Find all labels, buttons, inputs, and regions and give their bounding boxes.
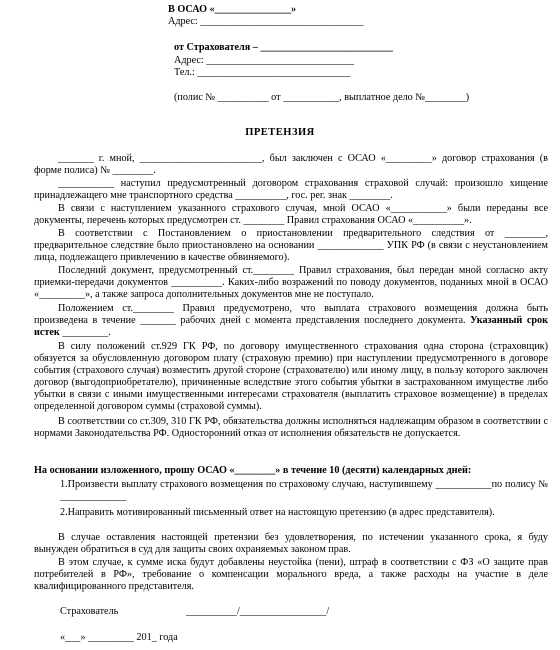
paragraph-court-warning: В случае оставления настоящей претензии без удовлетворения, по истечении указанного срока, я буду вынужден обратиться в суд для защиты своих охраняемых законом прав. [34,532,548,556]
paragraph-civil-code-929: В силу положений ст.929 ГК РФ, по договору имущественного страхования одна сторона (страховщик) обязуется за обусловленную договором плату (страховую премию) при наступлении предусмотренного в договоре события (страхового случая) возместить другой стороне (страхователю) или иному лицу, в пользу которого заключен договор (выгодоприобретателю), причиненные вследствие этого события убытки в застрахованном имуществе либо убытки в связи с иными имущественными интересами страхователя (выплатить страховое возмещение) в пределах определенной договором суммы (страховой суммы). [34,341,548,413]
signature-label: Страхователь [60,606,119,617]
sender-address: Адрес: _____________________________ [174,55,355,66]
sender-phone: Тел.: ______________________________ [174,67,351,78]
paragraph-payment-term [34,303,548,339]
paragraph-penalties: В этом случае, к сумме иска будут добавлены неустойка (пени), штраф в соответствии с ФЗ «О защите прав потребителей в РФ», требование о компенсации морального вреда, а также расходы на участие в деле квалифицированного представителя. [34,557,548,593]
recipient-address: Адрес: ________________________________ [168,16,364,27]
request-item-response: 2.Направить мотивированный письменный ответ на настоящую претензию (в адрес представителя). [60,507,495,518]
policy-reference: (полис № __________ от ___________, выплатное дело №________) [174,92,470,103]
signature-date: «___» _________ 201_ года [60,632,178,643]
signature-line: __________/_________________/ [186,606,330,617]
term-expired-text: Указанный срок истек [34,315,548,339]
request-item-payment: 1.Произвести выплату страхового возмещения по страховому случаю, наступившему ___________по полису № _____________ [60,479,548,503]
paragraph-investigation: В соответствии с Постановлением о приостановлении предварительного следствия от ________, предварительное следствие было приостановлено на основании _____________ УПК РФ (в связи с неустановлением лица, подлежащего привлечению в качестве обвиняемого). [34,228,548,264]
paragraph-insured-event: ___________ наступил предусмотренный договором страхования страховой случай: произошло хищение принадлежащего мне транспортного средства __________, гос. рег. знак ________. [34,178,548,202]
term-expired-date: _________. [62,327,111,339]
paragraph-documents: В связи с наступлением указанного страхового случая, мной ОСАО «___________» были переданы все документы, перечень которых предусмотрен ст. ________ Правил страхования ОСАО «__________». [34,203,548,227]
sender-line: от Страхователя – __________________________ [174,42,393,53]
request-heading: На основании изложенного, прошу ОСАО «________» в течение 10 (десяти) календарных дней: [34,465,472,476]
paragraph-civil-code-309: В соответствии со ст.309, 310 ГК РФ, обязательства должны исполняться надлежащим образом в соответствии с нормами Законодательства РФ. Односторонний отказ от исполнения обязательств не допускается. [34,416,548,440]
recipient-line: В ОСАО «_______________» [168,4,297,15]
paragraph-contract: _______ г. мной, ________________________, был заключен с ОСАО «_________» договор страхования (в форме полиса) № ________. [34,153,548,177]
paragraph-last-document: Последний документ, предусмотренный ст.________ Правил страхования, был передан мной согласно акту приемки-передачи документов __________. Каких-либо возражений по поводу документов, поданных мной в ОСАО «_________», а также запроса дополнительных документов мне не поступало. [34,265,548,301]
document-title: ПРЕТЕНЗИЯ [245,127,315,138]
payment-term-text: Положением ст.________ Правил предусмотрено, что выплата страхового возмещения должна быть произведена в течение _______ рабочих дней с момента представления последнего документа. [34,303,548,327]
